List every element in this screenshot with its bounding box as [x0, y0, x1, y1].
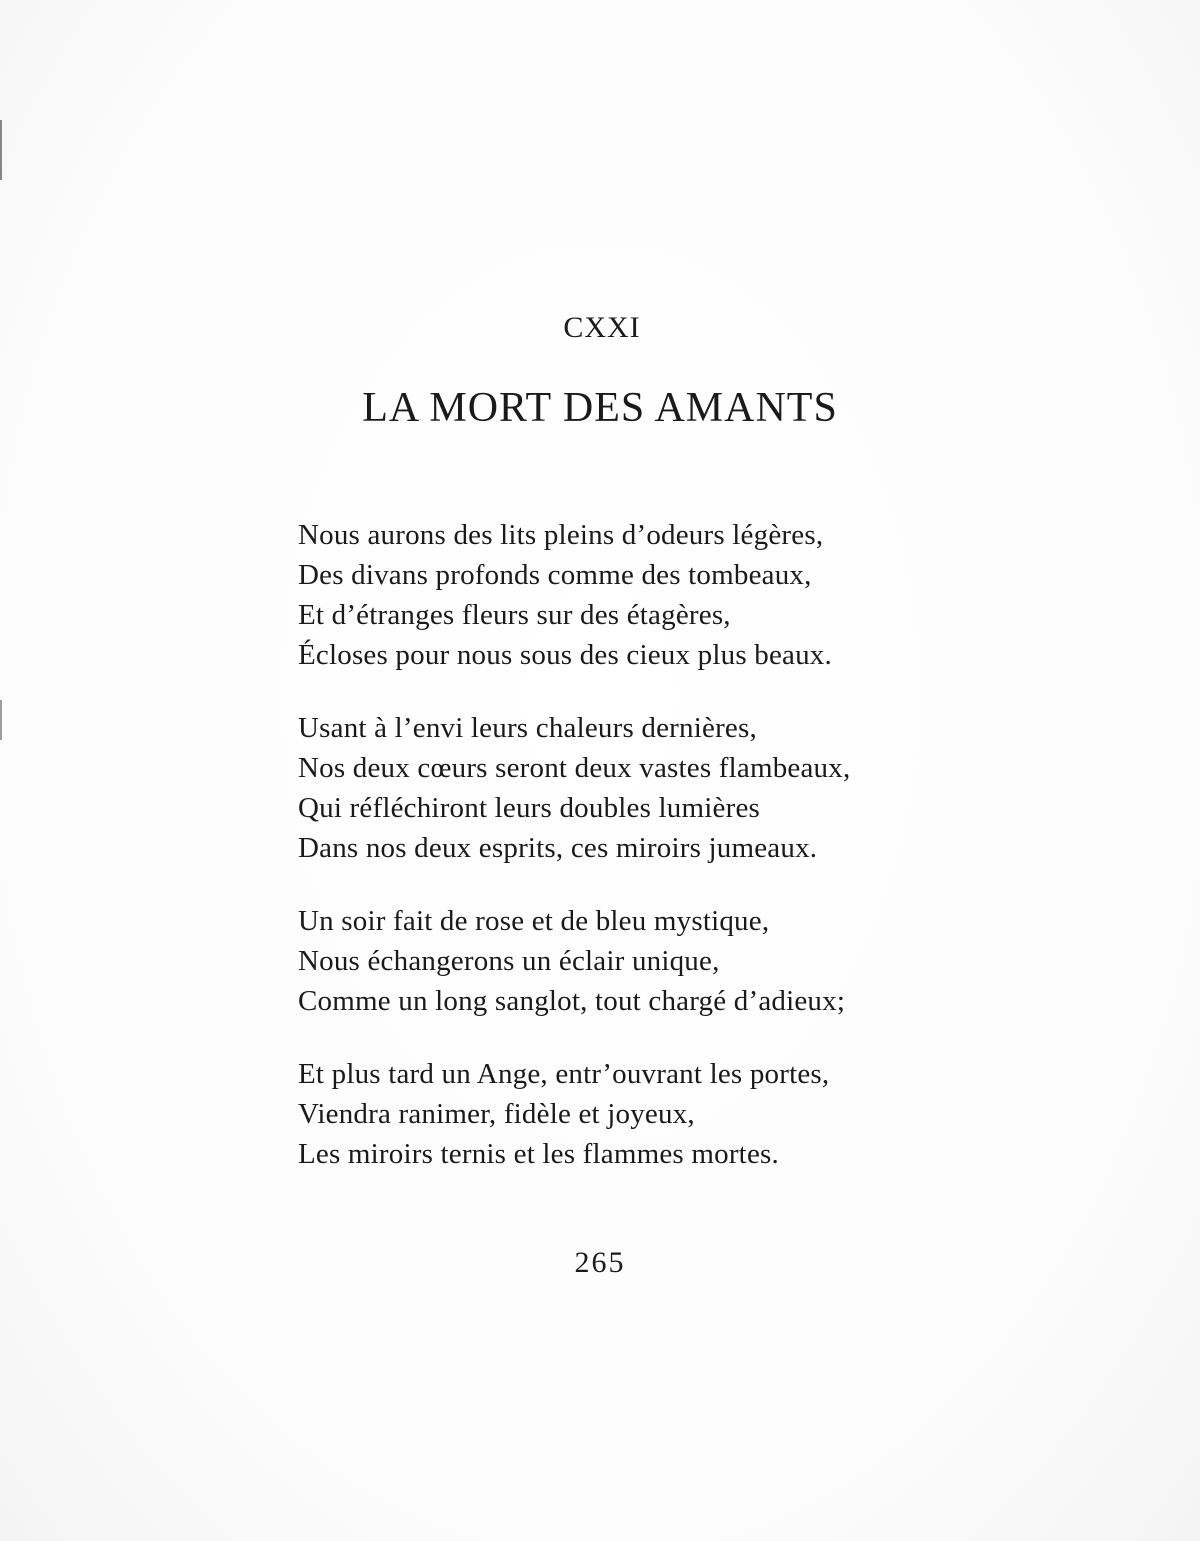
- verse-line: Dans nos deux esprits, ces miroirs jumeaux.: [298, 832, 818, 864]
- poem-number-text: CXXI: [563, 311, 641, 344]
- stanza: [298, 515, 918, 675]
- stanza: [298, 708, 918, 868]
- verse-line: Qui réfléchiront leurs doubles lumières: [298, 792, 761, 824]
- stanza: [298, 901, 918, 1021]
- verse-line: Un soir fait de rose et de bleu mystique,: [298, 905, 770, 937]
- verse-line: Des divans profonds comme des tombeaux,: [298, 559, 812, 591]
- poem-title: LA MORT DES AMANTS: [362, 385, 838, 431]
- verse-line: Les miroirs ternis et les flammes mortes.: [298, 1138, 779, 1170]
- page-edge-mark: [0, 120, 2, 180]
- verse-line: Et plus tard un Ange, entr’ouvrant les portes,: [298, 1058, 830, 1090]
- verse-line: Comme un long sanglot, tout chargé d’adieux;: [298, 985, 846, 1017]
- verse-line: Nous échangerons un éclair unique,: [298, 945, 720, 977]
- page-edge-mark: [0, 700, 2, 740]
- page-number: 265: [574, 1246, 626, 1279]
- stanza: [298, 1054, 918, 1174]
- verse-line: Usant à l’envi leurs chaleurs dernières,: [298, 712, 757, 744]
- verse-line: Écloses pour nous sous des cieux plus beaux.: [298, 639, 832, 671]
- verse-line: Nos deux cœurs seront deux vastes flambeaux,: [298, 752, 851, 784]
- poem-body: [298, 515, 918, 1207]
- verse-line: Et d’étranges fleurs sur des étagères,: [298, 599, 731, 631]
- verse-line: Viendra ranimer, fidèle et joyeux,: [298, 1098, 695, 1130]
- poem-number: [0, 308, 1200, 348]
- verse-line: Nous aurons des lits pleins d’odeurs légères,: [298, 519, 824, 551]
